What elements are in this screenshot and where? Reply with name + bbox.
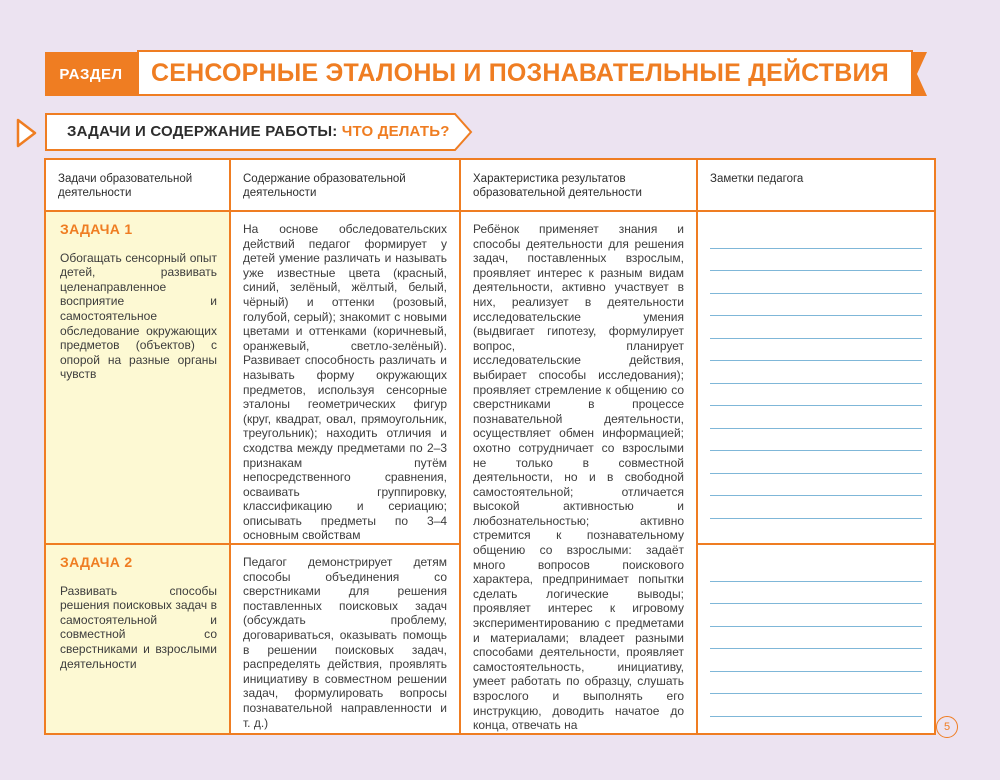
section-header (45, 48, 925, 100)
notes-area-1[interactable] (697, 211, 935, 544)
note-line[interactable] (710, 604, 922, 627)
subheader-text (67, 123, 450, 140)
note-line[interactable] (710, 271, 922, 294)
note-line[interactable] (710, 649, 922, 672)
note-line[interactable] (710, 339, 922, 362)
note-line[interactable] (710, 496, 922, 519)
page-number: 5 (936, 716, 958, 738)
note-line[interactable] (710, 249, 922, 272)
table-header-row (45, 159, 935, 211)
note-line[interactable] (710, 429, 922, 452)
note-line[interactable] (710, 474, 922, 497)
task-2-text: Развивать способы решения поисковых задач в самостоятельной и совместной со сверстниками и взрослыми деятельности (60, 583, 217, 671)
header-results: Характеристика результатов образовательной деятельности (460, 159, 697, 211)
header-content: Содержание образовательной деятельности (230, 159, 460, 211)
note-line[interactable] (710, 559, 922, 582)
note-line[interactable] (710, 294, 922, 317)
play-arrow-icon (16, 118, 38, 148)
note-line[interactable] (710, 226, 922, 249)
note-line[interactable] (710, 694, 922, 717)
task-1-content: На основе обследовательских действий педагог формирует у детей умение различать и называть уже известные цвета (красный, синий, зелёный, жёлтый, белый, чёрный) и оттенки (розовый, голубой, серый); знакомит с новыми цветами и оттенками (коричневый, оранжевый, светло-зелёный). Развивает способность различать и называть форму окружающих предметов, используя сенсорные эталоны геометрических фигур (круг, квадрат, овал, прямоугольник, треугольник); находить отличия и сходства между предметами по 2–3 признакам путём непосредственного сравнения, осваивать группировку, классификацию и сериацию; описывать предметы по 3–4 основным свойствам (230, 211, 460, 544)
subheader-main: ЗАДАЧИ И СОДЕРЖАНИЕ РАБОТЫ: (67, 123, 342, 140)
note-line[interactable] (710, 582, 922, 605)
section-title: СЕНСОРНЫЕ ЭТАЛОНЫ И ПОЗНАВАТЕЛЬНЫЕ ДЕЙСТВИЯ (137, 50, 913, 96)
note-line[interactable] (710, 406, 922, 429)
tasks-table (44, 158, 936, 735)
results-text: Ребёнок применяет знания и способы деятельности для решения задач, поставленных взрослым, проявляет интерес к разным видам деятельности, активно участвует в них, реализует в деятельности исследовательские умения (выдвигает гипотезу, формулирует вопрос, планирует исследовательские действия, выбирает способы исследования); проявляет стремление к общению со сверстниками в процессе познавательной деятельности, осуществляет обмен информацией; охотно сотрудничает со взрослыми не только в совместной деятельности, но и в свободной самостоятельной; отличается высокой активностью и любознательностью; активно стремится к познавательному общению со взрослыми: задаёт много вопросов поискового характера, предпринимает попытки сделать логические выводы; проявляет интерес к игровому экспериментированию с предметами и материалами; владеет разными способами деятельности, проявляет самостоятельность, инициативу, умеет работать по образцу, слушать взрослого и выполнять его инструкцию, доводить начатое до конца, отвечать на (460, 211, 697, 734)
task-2-title: ЗАДАЧА 2 (60, 554, 133, 571)
note-line[interactable] (710, 384, 922, 407)
note-line[interactable] (710, 451, 922, 474)
task-2-content: Педагог демонстрирует детям способы объединения со сверстниками для решения поставленных поисковых задач (обсуждать проблему, договариваться, оказывать помощь в решении поисковых задач, распределять действия, проявлять инициативу в совместном решении задач, формулировать вопросы познавательной направленности и т. д.) (230, 544, 460, 734)
notes-area-2[interactable] (697, 544, 935, 734)
subheader (45, 113, 470, 151)
note-line[interactable] (710, 361, 922, 384)
task-1-text: Обогащать сенсорный опыт детей, развивать целенаправленное восприятие и самостоятельное обследование окружающих предметов (объектов) с опорой на разные органы чувств (60, 250, 217, 382)
task-1-cell (45, 211, 230, 544)
note-line[interactable] (710, 316, 922, 339)
header-tasks: Задачи образовательной деятельности (45, 159, 230, 211)
subheader-accent: ЧТО ДЕЛАТЬ? (341, 123, 450, 140)
task-2-cell (45, 544, 230, 734)
header-notes: Заметки педагога (697, 159, 935, 211)
table-row (45, 211, 935, 544)
section-label: РАЗДЕЛ (45, 52, 137, 96)
note-line[interactable] (710, 627, 922, 650)
flag-ribbon-icon (911, 52, 927, 96)
note-line[interactable] (710, 672, 922, 695)
task-1-title: ЗАДАЧА 1 (60, 221, 133, 237)
